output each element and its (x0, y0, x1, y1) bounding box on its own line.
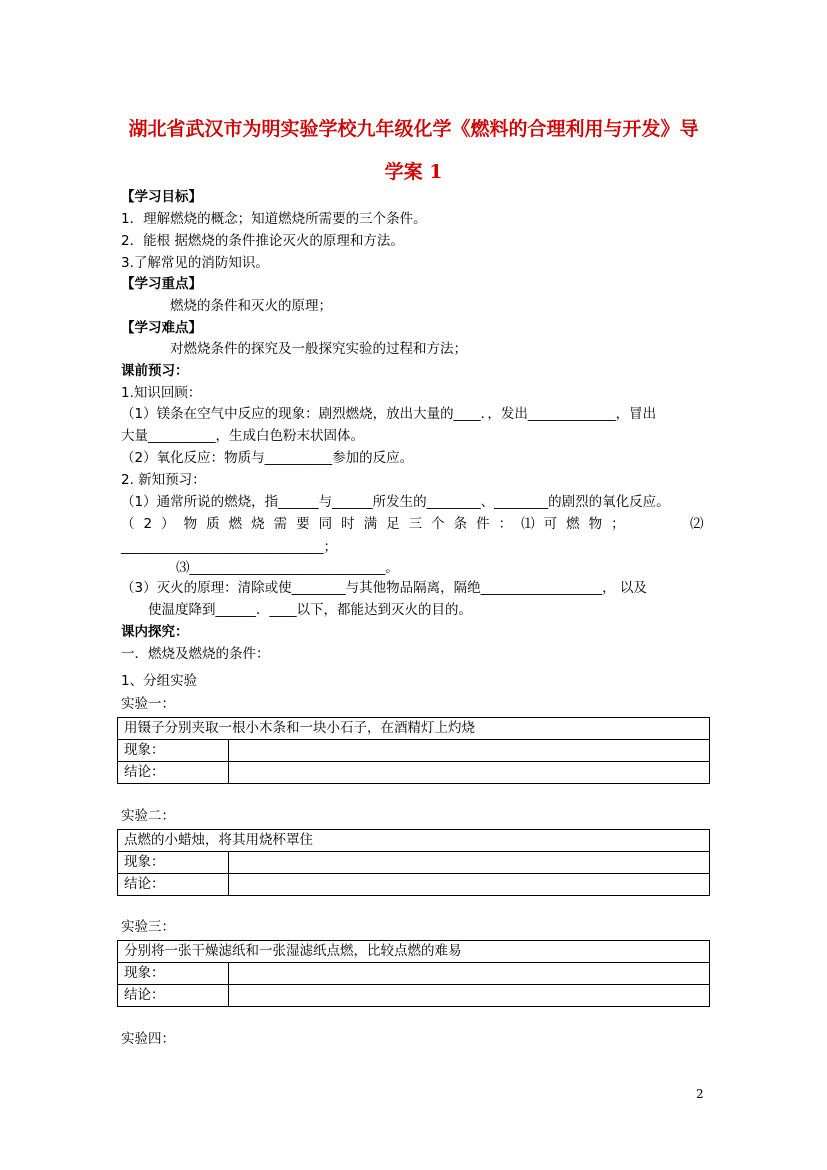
experiment-1-label: 实验一： (121, 696, 175, 712)
table-row (118, 740, 710, 762)
conclusion-label: 结论： (118, 874, 229, 896)
conclusion-answer-cell[interactable] (229, 874, 710, 896)
conclusion-label: 结论： (118, 762, 229, 784)
experiment-1-desc: 用镊子分别夹取一根小木条和一块小石子，在酒精灯上灼烧 (118, 718, 710, 740)
phenomenon-answer-cell[interactable] (229, 963, 710, 985)
new-3a: （3）灭火的原理：清除或使________与其他物品隔离，隔绝__________________， 以及 (121, 580, 647, 596)
inclass-heading: 课内探究： (121, 624, 189, 640)
experiment-1-table (117, 717, 710, 784)
table-row (118, 830, 710, 852)
group-experiments: 1、分组实验 (121, 673, 198, 689)
experiment-2-desc: 点燃的小蜡烛，将其用烧杯罩住 (118, 830, 710, 852)
phenomenon-label: 现象： (118, 740, 229, 762)
new-2b: ______________________________； (121, 539, 337, 555)
goal-2: 2．能根 据燃烧的条件推论灭火的原理和方法。 (121, 233, 404, 249)
experiment-3-desc: 分别将一张干燥滤纸和一张湿滤纸点燃，比较点燃的难易 (118, 941, 710, 963)
new-2c: ⑶_____________________________。 (176, 560, 399, 576)
table-row (118, 762, 710, 784)
new-title: 2. 新知预习： (121, 472, 206, 488)
table-row (118, 941, 710, 963)
new-3b: 使温度降到______．____以下，都能达到灭火的目的。 (148, 602, 472, 618)
goal-1: 1．理解燃烧的概念；知道燃烧所需要的三个条件。 (121, 211, 427, 227)
review-title: 1.知识回顾： (121, 385, 202, 401)
new-2a: （2）物质燃烧需要同时满足三个条件：⑴可燃物； (121, 516, 634, 532)
page-number: 2 (696, 1087, 704, 1101)
section-1: 一．燃烧及燃烧的条件： (121, 646, 270, 662)
doc-title-line1: 湖北省武汉市为明实验学校九年级化学《燃料的合理利用与开发》导 (128, 118, 699, 140)
review-1a: （1）镁条在空气中反应的现象：剧烈燃烧，放出大量的____．，发出_____________，冒出 (121, 406, 657, 422)
goal-3: 3.了解常见的消防知识。 (121, 255, 269, 271)
preview-heading: 课前预习： (121, 363, 189, 379)
review-1b: 大量__________，生成白色粉末状固体。 (121, 428, 364, 444)
hard-heading: 【学习难点】 (121, 320, 202, 336)
table-row (118, 852, 710, 874)
phenomenon-label: 现象： (118, 963, 229, 985)
table-row (118, 874, 710, 896)
experiment-3-label: 实验三： (121, 919, 175, 935)
hard-text: 对燃烧条件的探究及一般探究实验的过程和方法； (170, 341, 467, 357)
table-row (118, 718, 710, 740)
key-text: 燃烧的条件和灭火的原理； (170, 298, 332, 314)
doc-title-line2: 学案 1 (384, 161, 443, 183)
goals-heading: 【学习目标】 (121, 189, 202, 205)
experiment-2-label: 实验二： (121, 808, 175, 824)
conclusion-answer-cell[interactable] (229, 762, 710, 784)
experiment-3-table (117, 940, 710, 1007)
new-2a-tail: ⑵ (690, 516, 704, 532)
conclusion-label: 结论： (118, 985, 229, 1007)
table-row (118, 985, 710, 1007)
experiment-2-table (117, 829, 710, 896)
new-1: （1）通常所说的燃烧，指______与______所发生的________、________的剧烈的氧化反应。 (121, 494, 670, 510)
key-heading: 【学习重点】 (121, 276, 202, 292)
conclusion-answer-cell[interactable] (229, 985, 710, 1007)
phenomenon-answer-cell[interactable] (229, 740, 710, 762)
phenomenon-answer-cell[interactable] (229, 852, 710, 874)
review-2: （2）氧化反应：物质与__________参加的反应。 (121, 450, 414, 466)
table-row (118, 963, 710, 985)
experiment-4-label: 实验四： (121, 1031, 175, 1047)
phenomenon-label: 现象： (118, 852, 229, 874)
